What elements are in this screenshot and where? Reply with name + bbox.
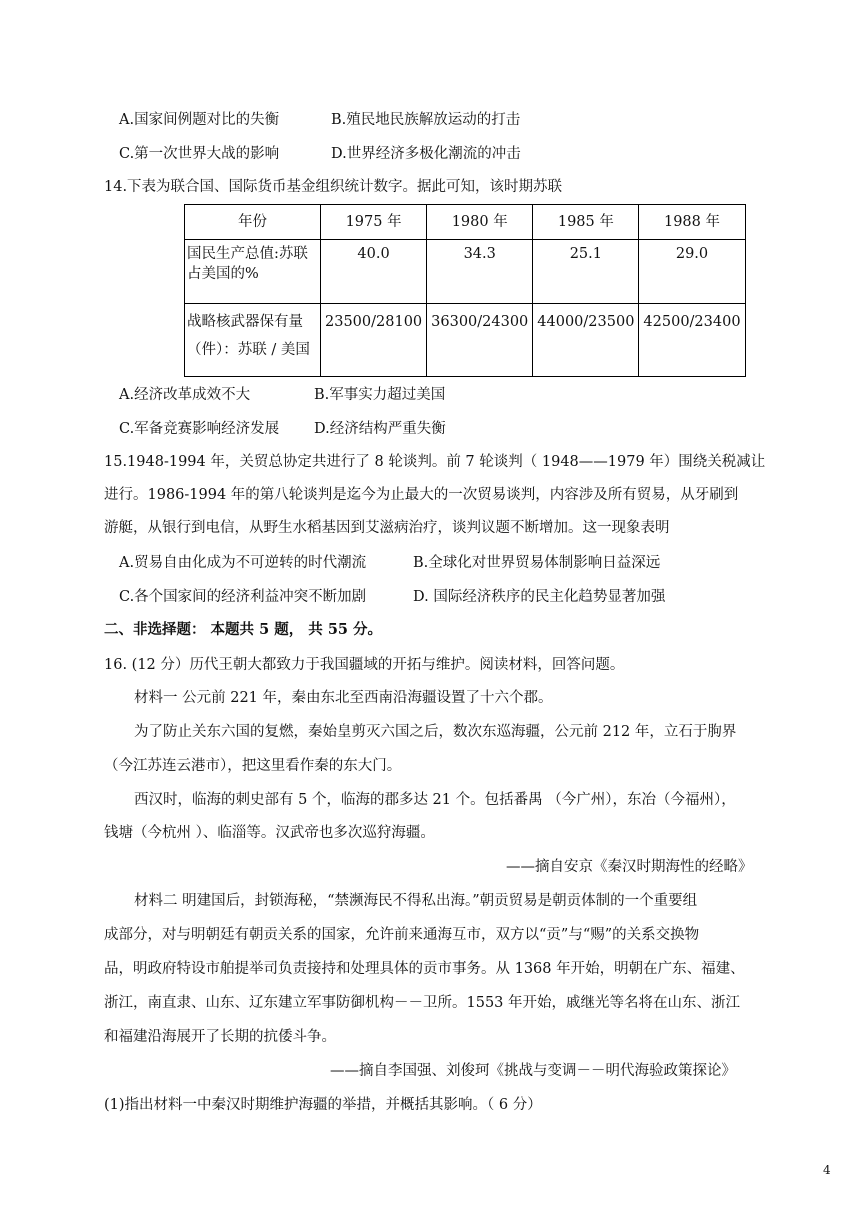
- table-cell: 34.3: [427, 240, 533, 304]
- q14-options-row1: [119, 385, 445, 405]
- q15-options-row1: [119, 553, 660, 573]
- q15-stem-line3: 游艇，从银行到电信，从野生水稻基因到艾滋病治疗，谈判议题不断增加。这一现象表明: [104, 520, 670, 536]
- q16-material1-para3-line1: 西汉时，临海的刺史部有 5 个，临海的郡多达 21 个。包括番禺 （今广州），东冶（今福州），: [134, 792, 736, 808]
- q13-options-row2: [119, 144, 521, 164]
- q14-option-b: B.军事实力超过美国: [314, 387, 446, 403]
- q16-material2-line5: 和福建沿海展开了长期的抗倭斗争。: [104, 1029, 336, 1045]
- table-row: [185, 240, 746, 304]
- q15-options-row2: [119, 587, 665, 607]
- q13-option-d: D.世界经济多极化潮流的冲击: [331, 146, 521, 162]
- row-label-line2: 占美国的%: [187, 266, 259, 282]
- table-header-cell: 1988 年: [639, 205, 745, 240]
- q13-options-row1: [119, 110, 520, 130]
- table-header-cell: 1980 年: [427, 205, 533, 240]
- q13-option-c: C.第一次世界大战的影响: [119, 146, 280, 162]
- row-label-line2: （件）：苏联 / 美国: [187, 342, 310, 358]
- q15-option-c: C.各个国家间的经济利益冲突不断加剧: [119, 589, 367, 605]
- page-number: 4: [823, 1163, 831, 1177]
- q14-option-c: C.军备竞赛影响经济发展: [119, 421, 280, 437]
- q15-option-b: B.全球化对世界贸易体制影响日益深远: [413, 555, 661, 571]
- q13-option-b: B.殖民地民族解放运动的打击: [331, 112, 521, 128]
- q15-stem-line1: 15.1948-1994 年，关贸总协定共进行了 8 轮谈判。前 7 轮谈判（ 1948——1979 年）围绕关税减让: [104, 454, 766, 470]
- table-cell: 44000/23500: [533, 304, 639, 377]
- table-row-label: [185, 240, 321, 304]
- q16-material2-line1: 材料二 明建国后，封锁海秘，“禁濒海民不得私出海。”朝贡贸易是朝贡体制的一个重要组: [134, 893, 698, 909]
- q14-stem: 14.下表为联合国、国际货币基金组织统计数字。据此可知，该时期苏联: [104, 179, 563, 195]
- table-cell: 29.0: [639, 240, 745, 304]
- q16-material2-line4: 浙江，南直隶、山东、辽东建立军事防御机构－－卫所。1553 年开始，戚继光等名将在山东、浙江: [104, 995, 741, 1011]
- q16-material2-line3: 品，明政府特设市舶提举司负责接持和处理具体的贡市事务。从 1368 年开始，明朝在广东、福建、: [104, 961, 745, 977]
- q16-material2-source: ——摘自李国强、刘俊珂《挑战与变调－－明代海验政策探论》: [330, 1063, 736, 1079]
- q14-options-row2: [119, 419, 446, 439]
- q16-material1-para2-line2: （今江苏连云港市），把这里看作秦的东大门。: [104, 758, 402, 774]
- section-title: 二、非选择题： 本题共 5 题， 共 55 分。: [104, 621, 383, 638]
- table-cell: 36300/24300: [427, 304, 533, 377]
- table-header-row: [185, 205, 746, 240]
- q16-stem: 16. (12 分）历代王朝大都致力于我国疆域的开拓与维护。阅读材料，回答问题。: [104, 657, 625, 673]
- table-row-label: [185, 304, 321, 377]
- q14-option-a: A.经济改革成效不大: [119, 387, 251, 403]
- table-cell: 25.1: [533, 240, 639, 304]
- q13-option-a: A.国家间例题对比的失衡: [119, 112, 280, 128]
- q15-option-d: D. 国际经济秩序的民主化趋势显著加强: [413, 589, 666, 605]
- table-header-cell: 年份: [185, 205, 321, 240]
- q16-material1-source: ——摘自安京《秦汉时期海性的经略》: [506, 859, 753, 875]
- table-cell: 40.0: [321, 240, 427, 304]
- row-label-line1: 战略核武器保有量: [187, 314, 303, 330]
- q16-material2-line2: 成部分，对与明朝廷有朝贡关系的国家，允许前来通海互市，双方以“贡”与“赐”的关系交换物: [104, 927, 700, 943]
- q16-subquestion-1: (1)指出材料一中秦汉时期维护海疆的举措，并概括其影响。（ 6 分）: [104, 1097, 542, 1113]
- q16-material1-para2-line1: 为了防止关东六国的复燃，秦始皇剪灭六国之后，数次东巡海疆，公元前 212 年，立石于朐界: [134, 724, 737, 740]
- q14-option-d: D.经济结构严重失衡: [314, 421, 446, 437]
- table-cell: 42500/23400: [639, 304, 745, 377]
- q15-stem-line2: 进行。1986-1994 年的第八轮谈判是迄今为止最大的一次贸易谈判，内容涉及所有贸易，从牙刷到: [104, 487, 739, 503]
- row-label-line1: 国民生产总值:苏联: [187, 246, 308, 262]
- table-row: [185, 304, 746, 377]
- q16-material1-para3-line2: 钱塘（今杭州 ）、临淄等。汉武帝也多次巡狩海疆。: [104, 825, 435, 841]
- table-header-cell: 1985 年: [533, 205, 639, 240]
- q15-option-a: A.贸易自由化成为不可逆转的时代潮流: [119, 555, 367, 571]
- q16-material1-para1: 材料一 公元前 221 年，秦由东北至西南沿海疆设置了十六个郡。: [134, 690, 553, 706]
- table-header-cell: 1975 年: [321, 205, 427, 240]
- table-cell: 23500/28100: [321, 304, 427, 377]
- q14-data-table: [184, 204, 746, 377]
